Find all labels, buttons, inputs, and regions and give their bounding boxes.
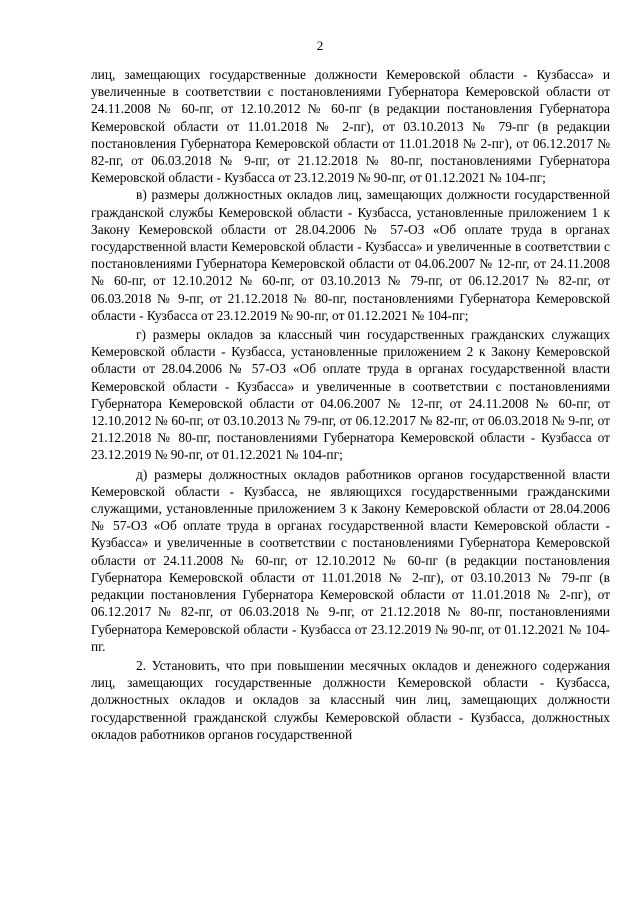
paragraph-continuation: лиц, замещающих государственные должности Кемеровской области - Кузбасса» и увеличенные в соответствии с постановлениями Губернатора Кемеровской области от 24.11.2008 № 60-пг, от 12.10.2012 № 60-пг (в редакции постановления Губернатора Кемеровской области от 11.01.2018 № 2-пг), от 03.10.2013 № 79-пг (в редакции постановления Губернатора Кемеровской области от 11.01.2018 № 2-пг), от 06.12.2017 № 82-пг, от 06.03.2018 № 9-пг, от 21.12.2018 № 80-пг, постановлениями Губернатора Кемеровской области - Кузбасса от 23.12.2019 № 90-пг, от 01.12.2021 № 104-пг;: [91, 67, 610, 186]
paragraph-item-g: г) размеры окладов за классный чин государственных гражданских служащих Кемеровской области - Кузбасса, установленные приложением 2 к Закону Кемеровской области от 28.04.2006 № 57-ОЗ «Об оплате труда в органах государственной власти Кемеровской области - Кузбасса» и увеличенные в соответствии с постановлениями Губернатора Кемеровской области от 04.06.2007 № 12-пг, от 24.11.2008 № 60-пг, от 12.10.2012 № 60-пг, от 03.10.2013 № 79-пг, от 06.12.2017 № 82-пг, от 06.03.2018 № 9-пг, от 21.12.2018 № 80-пг, постановлениями Губернатора Кемеровской области - Кузбасса от 23.12.2019 № 90-пг, от 01.12.2021 № 104-пг;: [91, 327, 610, 463]
paragraph-item-d: д) размеры должностных окладов работников органов государственной власти Кемеровской области - Кузбасса, не являющихся государственными гражданскими служащими, установленные приложением 3 к Закону Кемеровской области от 28.04.2006 № 57-ОЗ «Об оплате труда в органах государственной власти Кемеровской области - Кузбасса» и увеличенные в соответствии с постановлениями Губернатора Кемеровской области от 24.11.2008 № 60-пг, от 12.10.2012 № 60-пг (в редакции постановления Губернатора Кемеровской области от 11.01.2018 № 2-пг), от 03.10.2013 № 79-пг (в редакции постановления Губернатора Кемеровской области от 11.01.2018 № 2-пг), от 06.12.2017 № 82-пг, от 06.03.2018 № 9-пг, от 21.12.2018 № 80-пг, постановлениями Губернатора Кемеровской области - Кузбасса от 23.12.2019 № 90-пг, от 01.12.2021 № 104-пг.: [91, 466, 610, 654]
document-body: [91, 66, 610, 743]
paragraph-clause-2: 2. Установить, что при повышении месячных окладов и денежного содержания лиц, замещающих государственные должности Кемеровской области - Кузбасса, должностных окладов и окладов за классный чин лиц, замещающих должности государственной гражданской службы Кемеровской области - Кузбасса, должностных окладов работников органов государственной: [91, 657, 610, 742]
paragraph-item-v: в) размеры должностных окладов лиц, замещающих должности государственной гражданской службы Кемеровской области - Кузбасса, установленные приложением 1 к Закону Кемеровской области от 28.04.2006 № 57-ОЗ «Об оплате труда в органах государственной власти Кемеровской области - Кузбасса» и увеличенные в соответствии с постановлениями Губернатора Кемеровской области от 04.06.2007 № 12-пг, от 24.11.2008 № 60-пг, от 12.10.2012 № 60-пг, от 03.10.2013 № 79-пг, от 06.12.2017 № 82-пг, от 06.03.2018 № 9-пг, от 21.12.2018 № 80-пг, постановлениями Губернатора Кемеровской области - Кузбасса от 23.12.2019 № 90-пг, от 01.12.2021 № 104-пг;: [91, 187, 610, 323]
page-number: 2: [316, 38, 324, 53]
